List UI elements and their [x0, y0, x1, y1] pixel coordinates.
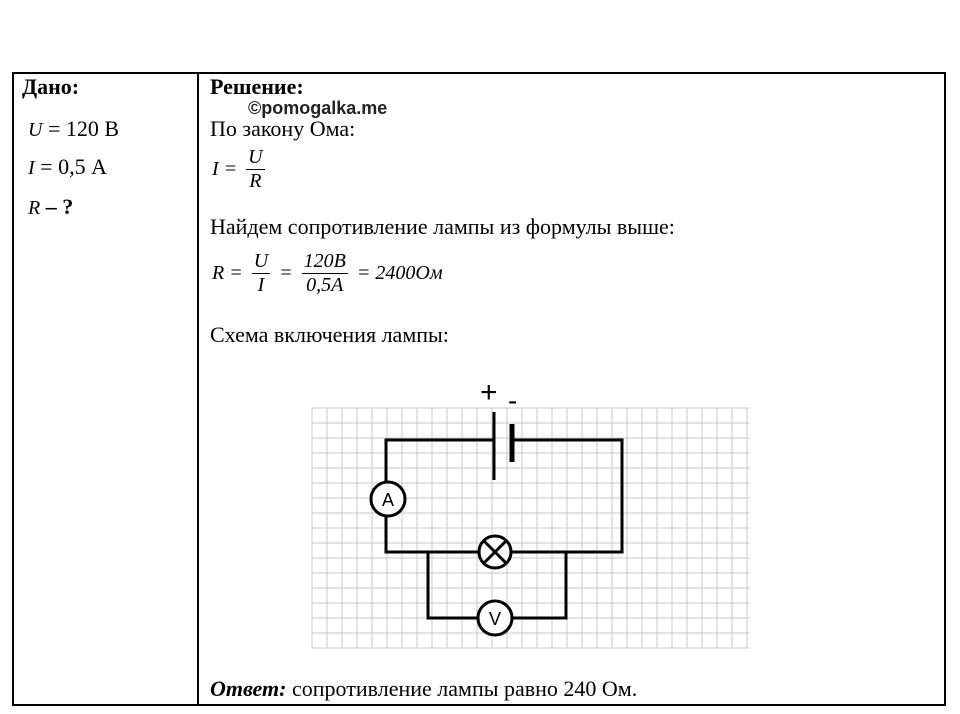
given-title: Дано: [22, 74, 80, 99]
given-symbol-r: R [28, 197, 41, 219]
battery-plus-sign: + [480, 378, 498, 409]
battery-minus-sign: - [508, 385, 518, 416]
formula2-num1: U [253, 250, 269, 272]
voltmeter-label: V [488, 609, 502, 629]
formula2-result: = 2400Ом [356, 262, 443, 284]
grid-background [312, 408, 750, 648]
battery-symbol [494, 412, 512, 480]
given-voltage [28, 116, 119, 142]
given-question: – ? [40, 194, 74, 219]
find-text: Найдем сопротивление лампы из формулы выше: [210, 214, 675, 239]
formula2-eq: = [279, 262, 293, 284]
circuit-wires [386, 440, 622, 618]
formula1-fraction [246, 146, 264, 193]
ohm-intro: По закону Ома: [210, 116, 356, 141]
answer-line [210, 676, 637, 702]
formula2-lhs: R = [212, 262, 243, 284]
given-value-i: = 0,5 А [40, 154, 107, 179]
given-symbol-i: I [28, 157, 35, 179]
formula2-den1: I [257, 274, 265, 296]
column-divider [197, 72, 199, 706]
formula2-fraction1 [252, 250, 270, 297]
watermark: ©pomogalka.me [248, 98, 388, 118]
given-current [28, 154, 107, 180]
lamp-symbol [479, 536, 511, 568]
answer-label: Ответ: [210, 676, 287, 701]
solution-title: Решение: [210, 74, 304, 99]
scheme-label: Схема включения лампы: [210, 322, 449, 347]
formula1-num: U [248, 146, 263, 168]
ammeter [371, 482, 405, 516]
formula-resistance [212, 250, 443, 297]
formula1-lhs: I = [212, 158, 238, 180]
given-symbol-u: U [28, 119, 43, 141]
ammeter-label: A [381, 490, 395, 510]
circuit-diagram [290, 378, 770, 658]
formula2-num2: 120B [303, 250, 346, 272]
formula1-den: R [249, 170, 262, 192]
answer-text: сопротивление лампы равно 240 Ом. [286, 676, 638, 701]
formula-ohm [212, 146, 269, 193]
voltmeter [478, 601, 512, 635]
given-unknown [28, 194, 73, 220]
given-value-u: = 120 В [42, 116, 120, 141]
formula2-den2: 0,5A [306, 274, 344, 296]
formula2-fraction2 [302, 250, 348, 297]
